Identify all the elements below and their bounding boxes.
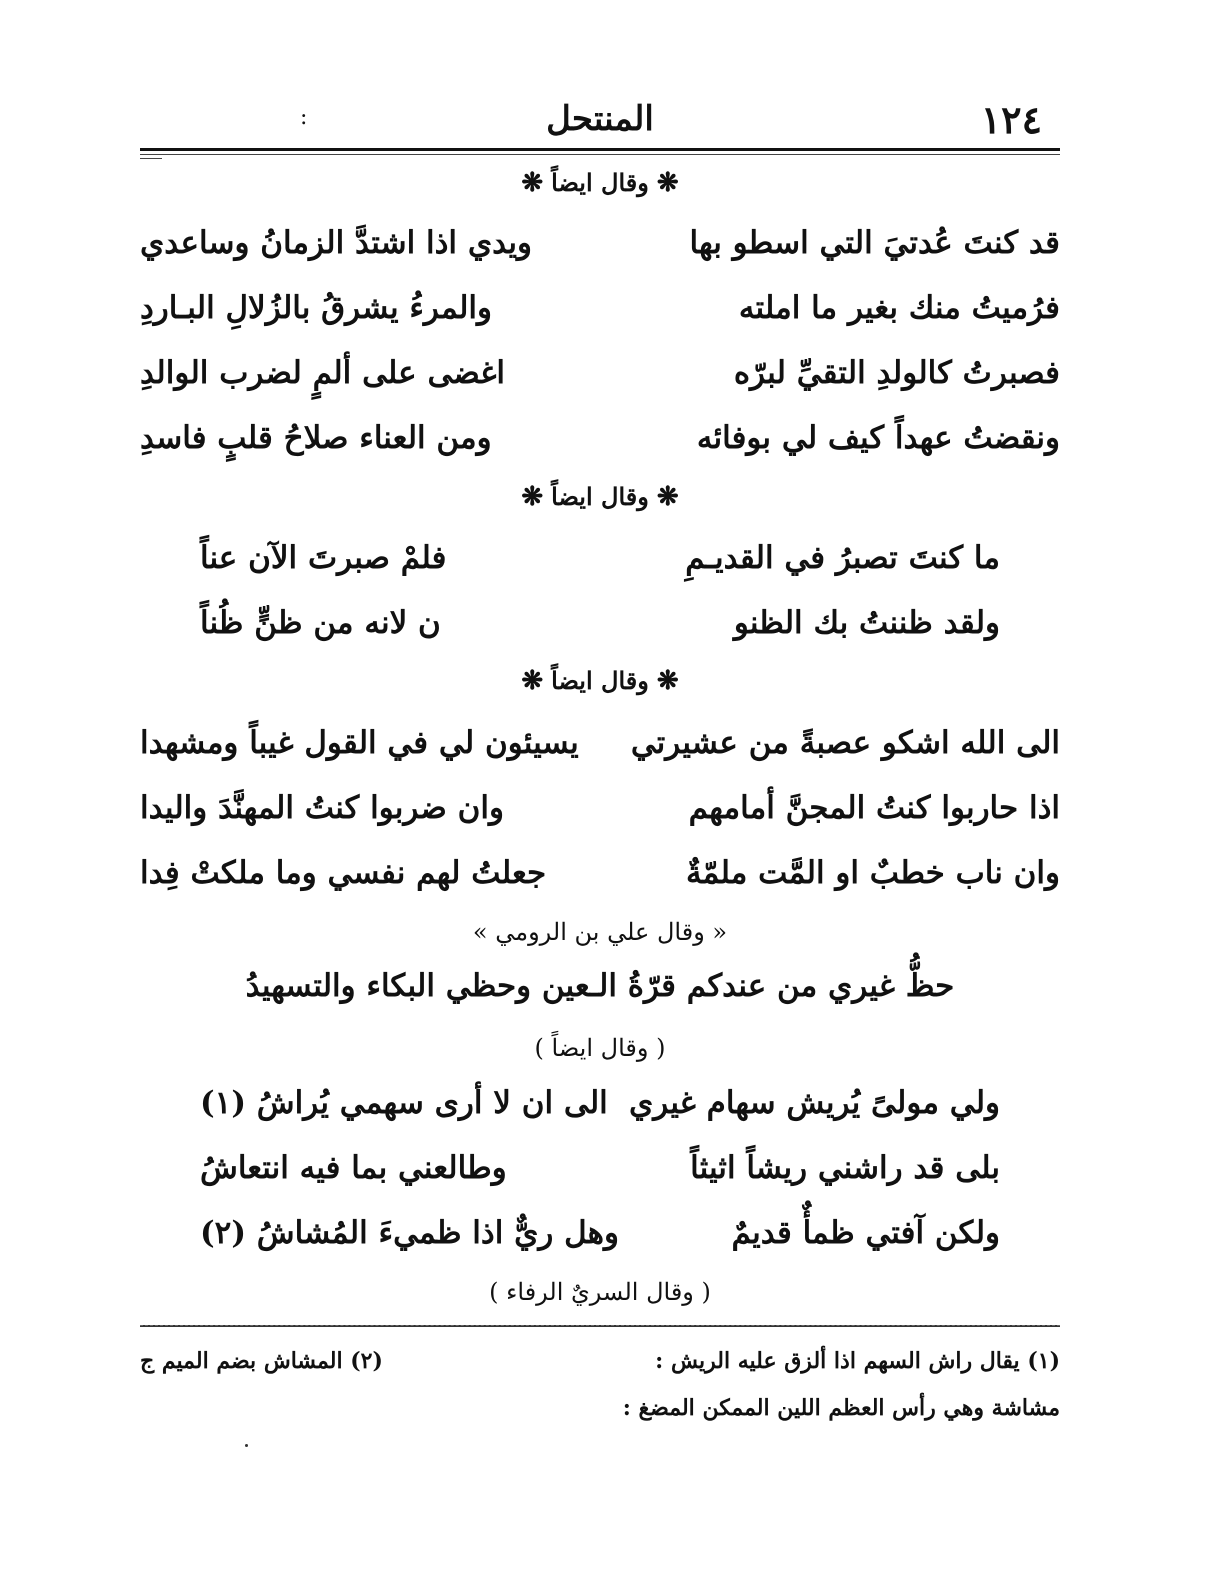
- verse-right-hemistich: قد كنتَ عُدتيَ التي اسطو بها: [689, 225, 1060, 261]
- verse-line: [140, 420, 1060, 476]
- verse-line: [140, 1085, 1060, 1141]
- ornament-icon: ❋: [521, 666, 544, 696]
- footnote-1: (١) يقال راش السهم اذا ألزق عليه الريش :: [655, 1348, 1060, 1374]
- footnote-line: [140, 1395, 1060, 1429]
- footnote-2: (٢) المشاش بضم الميم ج: [140, 1348, 383, 1374]
- verse-line: [140, 790, 1060, 846]
- verse-right-hemistich: ولكن آفتي ظمأٌ قديمٌ: [731, 1215, 1000, 1251]
- verse-line: [140, 725, 1060, 781]
- section-heading: ❋وقال ايضاً❋: [521, 482, 679, 512]
- verse-right-hemistich: فصبرتُ كالولدِ التقيِّ لبرّه: [733, 355, 1060, 391]
- verse-left-hemistich: والمرءُ يشرقُ بالزُلالِ البـاردِ: [140, 290, 492, 326]
- verse-line: [140, 855, 1060, 911]
- header-rule: [140, 148, 1060, 151]
- section-heading: « وقال علي بن الرومي »: [472, 918, 728, 946]
- verse-right-hemistich: الى الله اشكو عصبةً من عشيرتي: [630, 725, 1060, 761]
- ornament-icon: ❋: [521, 168, 544, 198]
- verse-left-hemistich: يسيئون لي في القول غيباً ومشهدا: [140, 725, 579, 761]
- verse-line: [140, 540, 1060, 596]
- verse-left-hemistich: اغضى على ألمٍ لضرب الوالدِ: [140, 355, 506, 391]
- print-speck: [245, 1444, 248, 1447]
- verse-left-hemistich: ن لانه من ظنٍّ ظُناً: [200, 605, 441, 641]
- verse-line: [140, 968, 1060, 1024]
- verse-line: [140, 605, 1060, 661]
- verse-left-hemistich: وهل ريٌّ اذا ظميءَ المُشاشُ (٢): [200, 1215, 619, 1251]
- page-number: ١٢٤: [980, 97, 1042, 142]
- section-heading: ❋وقال ايضاً❋: [521, 666, 679, 696]
- verse-line: [140, 1150, 1060, 1206]
- section-heading: ❋وقال ايضاً❋: [521, 168, 679, 198]
- header-rule-thin: [140, 154, 1060, 155]
- ornament-icon: ❋: [521, 482, 544, 512]
- footnote-line: [140, 1348, 1060, 1382]
- verse-right-hemistich: وان ناب خطبٌ او المَّت ملمّةٌ: [685, 855, 1060, 891]
- verse-left-hemistich: فلمْ صبرتَ الآن عناً: [200, 540, 447, 576]
- section-heading: ( وقال ايضاً ): [534, 1034, 666, 1062]
- verse-line: [140, 225, 1060, 281]
- verse-right-hemistich: بلى قد راشني ريشاً اثيثاً: [690, 1150, 1000, 1186]
- verse-right-hemistich: فرُميتُ منك بغير ما املته: [738, 290, 1060, 326]
- header-mark: :: [300, 105, 308, 130]
- page-header: [140, 95, 1060, 145]
- footnote-rule: [140, 1325, 1060, 1327]
- section-heading: ( وقال السريٌ الرفاء ): [489, 1278, 711, 1306]
- verse-line: [140, 290, 1060, 346]
- verse-left-hemistich: جعلتُ لهم نفسي وما ملكتْ فِدا: [140, 855, 547, 891]
- verse-single: حظُّ غيري من عندكم قرّةُ الـعين وحظي البكاء والتسهيدُ: [245, 968, 955, 1004]
- header-rule-stub: [140, 158, 162, 159]
- verse-right-hemistich: اذا حاربوا كنتُ المجنَّ أمامهم: [688, 790, 1060, 826]
- verse-right-hemistich: ولي مولىً يُريش سهام غيري: [628, 1085, 1000, 1121]
- ornament-icon: ❋: [656, 168, 679, 198]
- verse-right-hemistich: ما كنتَ تصبرُ في القديـمِ: [685, 540, 1000, 576]
- verse-left-hemistich: وان ضربوا كنتُ المهنَّدَ واليدا: [140, 790, 504, 826]
- verse-line: [140, 1215, 1060, 1271]
- ornament-icon: ❋: [656, 666, 679, 696]
- ornament-icon: ❋: [656, 482, 679, 512]
- verse-right-hemistich: ونقضتُ عهداً كيف لي بوفائه: [696, 420, 1060, 456]
- running-title: المنتحل: [546, 99, 654, 139]
- footnote-2-continued: مشاشة وهي رأس العظم اللين الممكن المضغ :: [622, 1395, 1060, 1421]
- verse-right-hemistich: ولقد ظننتُ بك الظنو: [733, 605, 1000, 641]
- verse-left-hemistich: ومن العناء صلاحُ قلبٍ فاسدِ: [140, 420, 492, 456]
- verse-line: [140, 355, 1060, 411]
- verse-left-hemistich: ويدي اذا اشتدَّ الزمانُ وساعدي: [140, 225, 532, 261]
- verse-left-hemistich: وطالعني بما فيه انتعاشُ: [200, 1150, 507, 1186]
- verse-left-hemistich: الى ان لا أرى سهمي يُراشُ (١): [200, 1085, 608, 1121]
